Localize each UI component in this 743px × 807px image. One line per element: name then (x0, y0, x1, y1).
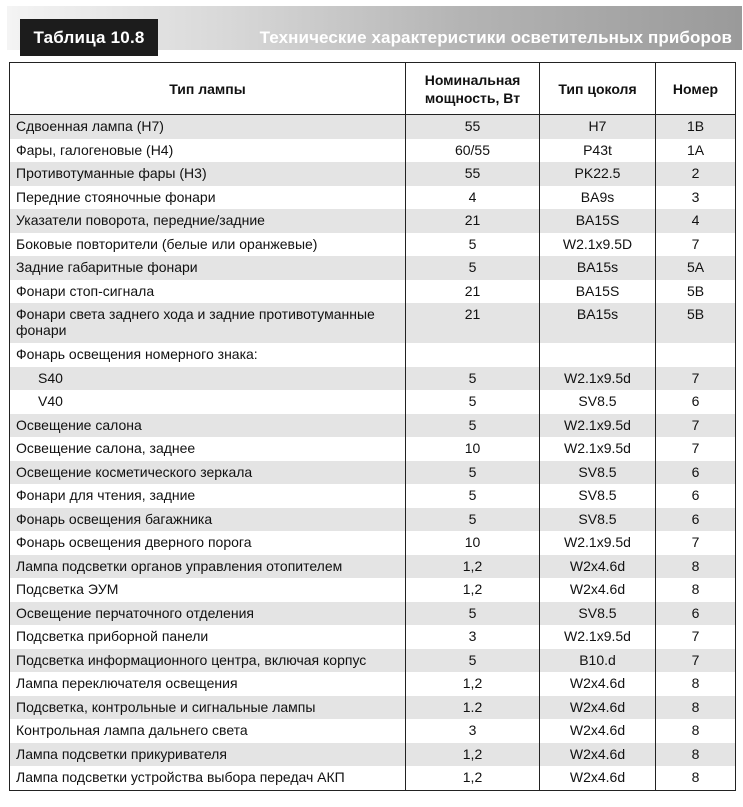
cell-base-type: SV8.5 (540, 390, 656, 414)
cell-lamp-type: Фонари для чтения, задние (10, 484, 406, 508)
cell-lamp-type: Фонари света заднего хода и задние противотуманные фонари (10, 303, 406, 343)
cell-number (656, 343, 736, 367)
cell-power: 5 (406, 256, 540, 280)
table-row (10, 233, 736, 257)
cell-lamp-type: Подсветка информационного центра, включая корпус (10, 649, 406, 673)
cell-number: 6 (656, 484, 736, 508)
cell-power (406, 343, 540, 367)
cell-power: 21 (406, 303, 540, 343)
cell-power: 5 (406, 233, 540, 257)
cell-lamp-type: Фонарь освещения номерного знака: (10, 343, 406, 367)
cell-power: 10 (406, 531, 540, 555)
cell-base-type: P43t (540, 139, 656, 163)
cell-power: 1,2 (406, 578, 540, 602)
table-row (10, 766, 736, 790)
cell-number: 6 (656, 461, 736, 485)
table-header-row (10, 63, 736, 115)
table-row (10, 578, 736, 602)
cell-lamp-type: Фонарь освещения дверного порога (10, 531, 406, 555)
cell-power: 60/55 (406, 139, 540, 163)
cell-lamp-type: Лампа подсветки прикуривателя (10, 743, 406, 767)
table-row (10, 531, 736, 555)
cell-lamp-type: Указатели поворота, передние/задние (10, 209, 406, 233)
cell-base-type: W2x4.6d (540, 743, 656, 767)
cell-number: 4 (656, 209, 736, 233)
cell-power: 1,2 (406, 743, 540, 767)
cell-base-type: W2x4.6d (540, 696, 656, 720)
cell-lamp-type: Фонарь освещения багажника (10, 508, 406, 532)
cell-base-type: W2x4.6d (540, 719, 656, 743)
cell-number: 8 (656, 555, 736, 579)
cell-base-type: B10.d (540, 649, 656, 673)
table-row (10, 602, 736, 626)
table-row (10, 303, 736, 343)
cell-base-type: SV8.5 (540, 508, 656, 532)
cell-power: 3 (406, 625, 540, 649)
header-number: Номер (656, 63, 736, 115)
table-row (10, 649, 736, 673)
table-title: Технические характеристики осветительных приборов (259, 28, 732, 47)
cell-number: 7 (656, 233, 736, 257)
cell-power: 5 (406, 484, 540, 508)
cell-lamp-type: Противотуманные фары (H3) (10, 162, 406, 186)
cell-base-type: BA15s (540, 303, 656, 343)
cell-number: 6 (656, 602, 736, 626)
cell-number: 2 (656, 162, 736, 186)
table-row (10, 162, 736, 186)
cell-power: 21 (406, 280, 540, 304)
cell-number: 7 (656, 414, 736, 438)
cell-base-type: W2x4.6d (540, 672, 656, 696)
cell-base-type: W2x4.6d (540, 555, 656, 579)
cell-lamp-type: Лампа переключателя освещения (10, 672, 406, 696)
cell-lamp-type: Задние габаритные фонари (10, 256, 406, 280)
table-row (10, 461, 736, 485)
cell-number: 5B (656, 280, 736, 304)
cell-base-type: W2.1x9.5d (540, 367, 656, 391)
cell-power: 55 (406, 162, 540, 186)
table-row (10, 696, 736, 720)
cell-lamp-type: Боковые повторители (белые или оранжевые) (10, 233, 406, 257)
cell-base-type: BA9s (540, 186, 656, 210)
table-row (10, 672, 736, 696)
cell-lamp-type: Лампа подсветки органов управления отопителем (10, 555, 406, 579)
cell-power: 5 (406, 649, 540, 673)
cell-power: 5 (406, 414, 540, 438)
header-lamp-type: Тип лампы (10, 63, 406, 115)
cell-base-type: SV8.5 (540, 602, 656, 626)
cell-power: 4 (406, 186, 540, 210)
cell-number: 3 (656, 186, 736, 210)
cell-power: 5 (406, 461, 540, 485)
cell-base-type: W2x4.6d (540, 578, 656, 602)
cell-number: 8 (656, 578, 736, 602)
cell-lamp-type: Контрольная лампа дальнего света (10, 719, 406, 743)
header-base-type: Тип цоколя (540, 63, 656, 115)
cell-lamp-type: Освещение перчаточного отделения (10, 602, 406, 626)
table-row (10, 555, 736, 579)
cell-number: 1A (656, 139, 736, 163)
cell-number: 6 (656, 508, 736, 532)
cell-number: 8 (656, 696, 736, 720)
cell-base-type: SV8.5 (540, 461, 656, 485)
table-row (10, 186, 736, 210)
cell-lamp-type: Фары, галогеновые (H4) (10, 139, 406, 163)
cell-base-type: PK22.5 (540, 162, 656, 186)
cell-base-type: W2.1x9.5d (540, 437, 656, 461)
header-power: Номинальная мощность, Вт (406, 63, 540, 115)
table-row (10, 367, 736, 391)
cell-base-type (540, 343, 656, 367)
cell-power: 1,2 (406, 555, 540, 579)
table-row (10, 139, 736, 163)
cell-number: 8 (656, 743, 736, 767)
cell-power: 1,2 (406, 672, 540, 696)
cell-lamp-type: Передние стояночные фонари (10, 186, 406, 210)
cell-number: 7 (656, 367, 736, 391)
cell-power: 10 (406, 437, 540, 461)
cell-power: 1.2 (406, 696, 540, 720)
cell-base-type: BA15S (540, 280, 656, 304)
table-row (10, 743, 736, 767)
cell-number: 7 (656, 531, 736, 555)
cell-base-type: W2x4.6d (540, 766, 656, 790)
table-row (10, 437, 736, 461)
cell-base-type: W2.1x9.5d (540, 414, 656, 438)
cell-base-type: W2.1x9.5d (540, 625, 656, 649)
lamp-specs-table (9, 62, 735, 791)
table-row (10, 719, 736, 743)
cell-lamp-type: Освещение салона, заднее (10, 437, 406, 461)
cell-base-type: BA15s (540, 256, 656, 280)
table-row (10, 115, 736, 139)
cell-number: 5B (656, 303, 736, 343)
table-row (10, 209, 736, 233)
table-row (10, 343, 736, 367)
cell-base-type: W2.1x9.5d (540, 531, 656, 555)
cell-number: 7 (656, 437, 736, 461)
cell-number: 8 (656, 766, 736, 790)
table-row (10, 390, 736, 414)
cell-power: 5 (406, 390, 540, 414)
cell-lamp-type: Освещение косметического зеркала (10, 461, 406, 485)
cell-number: 7 (656, 625, 736, 649)
cell-base-type: SV8.5 (540, 484, 656, 508)
cell-number: 8 (656, 719, 736, 743)
cell-power: 5 (406, 602, 540, 626)
cell-base-type: H7 (540, 115, 656, 139)
cell-lamp-type: Лампа подсветки устройства выбора передач АКП (10, 766, 406, 790)
cell-power: 5 (406, 508, 540, 532)
cell-lamp-type: Подсветка приборной панели (10, 625, 406, 649)
cell-lamp-type: S40 (10, 367, 406, 391)
cell-number: 6 (656, 390, 736, 414)
table-banner (7, 6, 742, 50)
cell-lamp-type: V40 (10, 390, 406, 414)
table-body (10, 115, 736, 791)
table-row (10, 256, 736, 280)
table-row (10, 414, 736, 438)
table-row (10, 280, 736, 304)
cell-power: 21 (406, 209, 540, 233)
cell-power: 3 (406, 719, 540, 743)
cell-base-type: BA15S (540, 209, 656, 233)
cell-power: 5 (406, 367, 540, 391)
cell-lamp-type: Подсветка, контрольные и сигнальные лампы (10, 696, 406, 720)
cell-lamp-type: Сдвоенная лампа (H7) (10, 115, 406, 139)
table-row (10, 508, 736, 532)
cell-power: 1,2 (406, 766, 540, 790)
cell-lamp-type: Фонари стоп-сигнала (10, 280, 406, 304)
cell-power: 55 (406, 115, 540, 139)
cell-number: 8 (656, 672, 736, 696)
cell-lamp-type: Освещение салона (10, 414, 406, 438)
cell-number: 5A (656, 256, 736, 280)
table-number-label: Таблица 10.8 (20, 19, 158, 56)
cell-number: 1B (656, 115, 736, 139)
table-row (10, 625, 736, 649)
table-row (10, 484, 736, 508)
cell-lamp-type: Подсветка ЭУМ (10, 578, 406, 602)
cell-base-type: W2.1x9.5D (540, 233, 656, 257)
cell-number: 7 (656, 649, 736, 673)
